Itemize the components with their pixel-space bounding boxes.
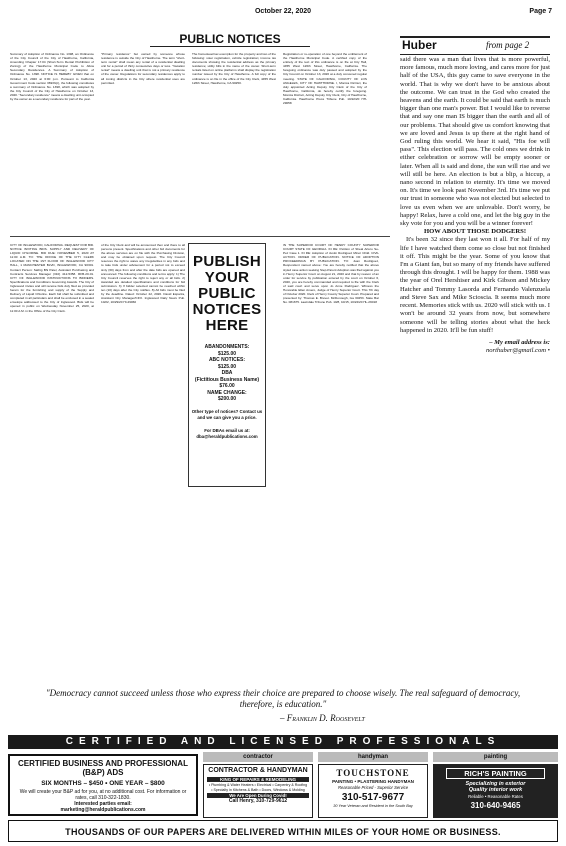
section-title: PUBLIC NOTICES [150,32,310,47]
notice-ordinance-col3: The homestead tax exemption for the property and two of the following: voter registration, vehicle registration; income tax documents showing the residential address as the primary residence; utility bills in the name of the owner. Short-term rentals listed on online platforms shall display the registration number issued by the City of Hawthorne. A full copy of the ordinance is on file in the office of the City Clerk, 4455 West 126th Street, Hawthorne, CA 90250. [192,52,276,85]
huber-title: Huber [402,38,437,52]
cert-bp-title: CERTIFIED BUSINESS AND PROFESSIONAL (B&P) ADS [18,759,188,777]
notice-court-adoption: IN THE SUPERIOR COURT OF HENRY COUNTY SUPERIOR COURT STATE OF GEORGIA. IN RE: Petition of Sheal Arturo Se-Pez Case 1. IN RE: Adoption of Justin Rodriguez Minor Child. CIVIL ACTION. ORDER OF PUBLICATION. NOTICE OF ADOPTION PROCEEDINGS BY PUBLICATION. TO: Juan Rodriguez, Respondent named above: You are hereby notified that the above styled case action seeking Step-Parent Adoption was filed against you in Henry Superior Court on August 21, 2020 and that by reason of an order for service by publication entered by the court on October 6, 2020, you are hereby commanded and required to file with the Clerk of said court and serve upon Jo Anne Rodriguez. Witness the Honorable Ellen Amero, Judge of Henry Superior Court. This 7th day of October 2020. Clerk of Henry County Superior Court. Prepared and presented by: Thomas E. Brevet. McDonough, Ga 30253. State Bar No. 081675. Lawndale Tribune Pub. 10/8, 10/15, 10/22/20 HL-29018 [283,243,379,305]
quote-author: – Franklin D. Roosevelt [280,713,365,723]
publish-note: Other type of notices? Contact us and we can give you a price. [191,408,263,420]
publish-notices-ad [188,243,266,487]
notice-ordinance-col4: Registration or re-operation of one beyond the entitlement of the Hawthorne Municipal Code. A certified copy of the entirety of the text of this ordinance is on file at City Hall, 4455 West 126th Street, Hawthorne, California. The foregoing ordinance was duly passed and adopted by the City Council on October 13, 2020 at a duly convened regular meeting. STATE OF CALIFORNIA, COUNTY OF LOS ANGELES, CITY OF HAWTHORNE. I, Monica Dicrisci, the duly appointed Acting Deputy City Clerk of the City of Hawthorne, California, do hereby certify the foregoing. Monica Dicrisci, Acting Deputy City Clerk, City of Hawthorne, California. Hawthorne Press Tribune Pub. 10/22/20 HH-29058 [283,52,367,106]
category-painting: painting [433,752,558,762]
huber-continued: from page 2 [486,40,530,50]
notice-ordinance-col1: Summary of Adoption of Ordinance No. 1398, an Ordinance of the City Council of the City of Hawthorne, California, Amending Chapter 17.04 (Short-Term Rental Prohibition of Zoning) of the Hawthorne Municipal Code to Allow Secondary Residences. A Summary of Adoption of Ordinance No. 1398. NOTICE IS HEREBY GIVEN that on October 13, 2020 at 6:00 p.m. Pursuant to California Government Code section 36933(c), the following constitutes a summary of Ordinance No. 1398, which was adopted by the City Council of the City of Hawthorne on October 13, 2020. "Secondary residence" means a dwelling unit occupied by the owner as a secondary residence for part of the year. [10,52,94,102]
notice-inglewood-bid: CITY OF INGLEWOOD, CALIFORNIA. REQUEST FOR BID. NOTICE INVITING BIDS. SUPPLY AND DELIVERY OF LIQUID CHLORINE. BID DUE: NOVEMBER 5, 2020 AT 11:00 A.M. TO: THE OFFICE OF THE CITY CLERK LOCATED ON THE 1ST FLOOR OF INGLEWOOD CITY HALL, 1 MANCHESTER BLVD, INGLEWOOD, CA 90301. Contact Person: Sathig Bhi Patel, Assistant Purchasing and Contracts Services Manager (310) 412-5358. RFB-20-01. CITY OF INGLEWOOD INSTRUCTIONS TO BIDDERS. Specifications and Conditions Governing Awards. The City of Inglewood invites and will receive bids duly filed as provided herein for the furnishing and supply of the Supply and Delivery of Liquid Chlorine. Each bid shall be submitted and completed in all particulars and shall be enclosed in a sealed envelope addressed to the City of Inglewood. Bids will be opened in public on Wednesday November 25, 2020, at 11:00 A.M. in the Office of the City Clerk. [10,243,94,313]
huber-email: northuber@gmail.com • [485,347,550,355]
divider [10,236,390,237]
footer-banner: THOUSANDS OF OUR PAPERS ARE DELIVERED WITHIN MILES OF YOUR HOME OR BUSINESS. [8,820,558,842]
cert-bp-price: SIX MONTHS – $450 • ONE YEAR – $800 [41,780,165,787]
notice-ordinance-col2: "Primary residence" but owned by someone whose residence is outside the City of Hawthorne. The term "short-term rental" shall mean any rental of a residential dwelling unit for a period of thirty consecutive days or less. "Vacation rental" means a dwelling unit that is not a primary residence of the owner. Regulations for secondary residences apply to all zoning districts in the City where residential uses are permitted. [101,52,185,85]
directory-title: CERTIFIED AND LICENSED PROFESSIONALS [8,735,558,749]
quote-text: "Democracy cannot succeed unless those who express their choice are prepared to choose wisely. The real safeguard of democracy, therefore, is education." [45,688,521,709]
touchstone-ad: TOUCHSTONE PAINTING • PLASTERING HANDYMAN Reasonable Priced - Superior Service 310-517-9677 30 Year Veteran and Resident in the South Bay [318,764,428,818]
category-handyman: handyman [318,752,428,762]
huber-column: said there was a man that lives that is more powerful, more famous, much more loving, and cares more for just half of the USA, this guy came to save everyone in the world. That is why we don't have to be anxious about the outcome. We can trust in the God who created the heavens and the earth. It could be said that earth is much bigger than one man's power. But I would like to reverse that and say one man IS bigger than the earth and all of our problems. That should give us comfort knowing that we are loved and Jesus is up there at the right hand of God ruling this world. We hear it said, "His foe will pass". This election will pass. The cold ones we drink in either celebration or sorrow will be empty sooner or later. When all is said and done, the sun will rise and we will still be here. An election is but a blip, a hiccup, a nano second in relation to eternity. It's time we moved on. It's time we look past November 3rd. It's time we put our trust in someone who was not elected but selected to love us even when we are unlovable. Don't worry, be happy! Relax, have a cold one, and let the big guy in the sky vote for you and you will be a winner forever! HOW ABOUT THOSE DODGERS! It's been 32 since they last won it all. For half of my life I have watched them come so close but not finished it off. This might be the year. Some of you know that I'm a Giant fan, but so many of my friends have suffered through this drought. I will be happy for them. 1988 was the year of Orel Hershiser and Kirk Gibson and Mickey Hatcher and Tommy Lasorda and Fernando Valenzuela and Steve Sax and Mike Scioscia. It seems much more recent. Memories stick with us. 2020 will stick with us. I won't be around 32 years from now, but somewhere someone will be telling stories about what the heck happened in 2020. It'll be fun stuff! – My email address is: northuber@gmail.com • [400,56,550,355]
publish-headline: PUBLISH YOUR PUBLIC NOTICES HERE [192,253,262,334]
issue-date: October 22, 2020 [254,8,312,15]
page-number: Page 7 [529,8,552,15]
publish-rates: ABANDONMENTS: $125.00 ABC NOTICES: $125.00 DBA (Fictitious Business Name) $76.00 NAME CHANGE: $200.00 [194,344,260,402]
cert-bp-email-label: Interested parties email: [74,801,132,807]
notice-inglewood-bid-cont: of the City Clerk and will be announced then and there to all persons present. Specifications and other bid documents for the above services are on file with the Purchasing Division, and may be obtained upon request. The City Council reserves the right to waive any irregularities in any bids and to take bids under advisement for a period not to exceed sixty (60) days from and after the date bids are opened and announced. The following conditions and terms apply: 1) The City Council reserves the right to reject any or all bids. 2) Awarded are detailed specifications and conditions for bid submission. 3) If bidder selected cannot be reached within ten (10) days after the City notifies. 8) All bids must be filed by the deadline. Dated: October 22, 2020. David Esparza, Assistant City Manager/CFO. Inglewood Daily News Pub. 10/22, 10/29/20 HI-29060 [101,243,185,305]
contractor-handyman-ad: CONTRACTOR & HANDYMAN KING OF REPAIRS & REMODELING • Plumbing & Water Heaters • Electrical • Carpentry & Roofing • Specialty in Kitchens & Bath • Doors, Windows & Molding We Are Open During Covid! Call Henry, 310-729-9612 [203,764,313,818]
category-contractor: contractor [203,752,313,762]
publish-dba-email[interactable]: For DBAs email us at: dba@heraldpublications.com [196,427,258,439]
cert-bp-body: We will create your B&P ad for you, at no additional cost. For information or rates, call 310-322-1830. [19,789,187,801]
cert-bp-ad [8,754,198,816]
cert-bp-email[interactable]: marketing@heraldpublications.com [60,807,146,813]
richs-painting-ad: RICH'S PAINTING Specializing in exterior Quality interior work Reliable • Reasonable Rates 310-640-9465 [433,764,558,818]
